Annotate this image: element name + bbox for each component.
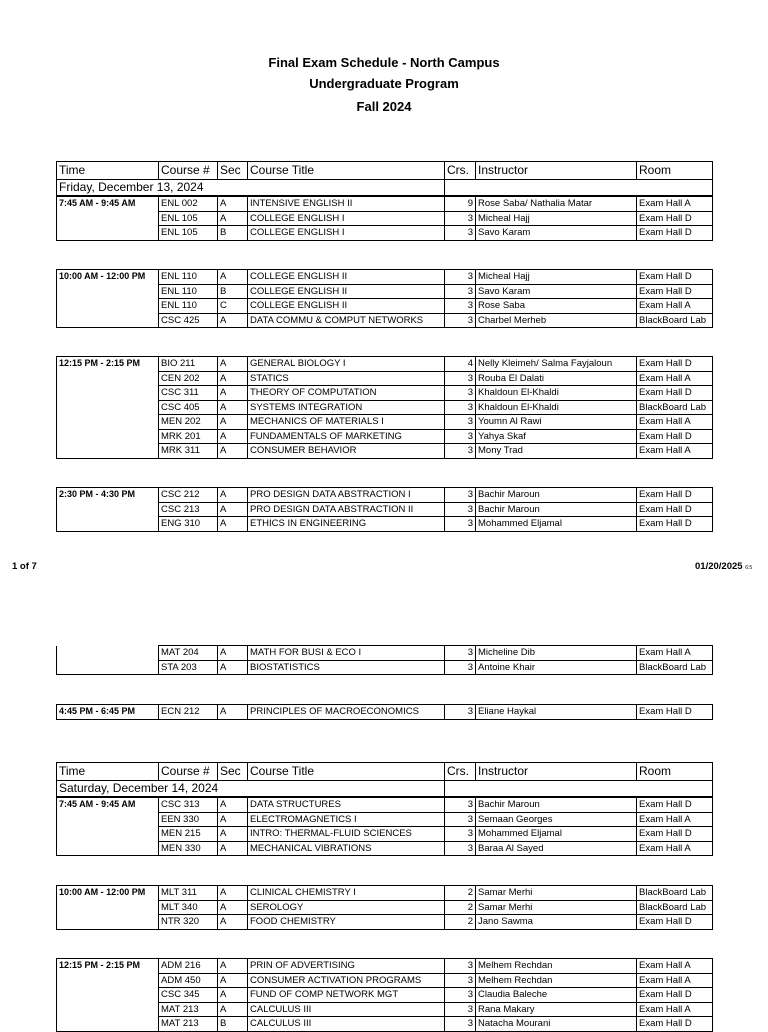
cell-title: COLLEGE ENGLISH II: [248, 299, 445, 314]
table-row: [57, 517, 713, 532]
cell-room: Exam Hall D: [637, 705, 713, 720]
cell-room: Exam Hall A: [637, 812, 713, 827]
header-table-friday: [56, 161, 713, 196]
time-slot: 7:45 AM - 9:45 AM: [57, 197, 159, 212]
exam-block: [56, 356, 713, 459]
cell-course: ENG 310: [159, 517, 218, 532]
cell-room: BlackBoard Lab: [637, 400, 713, 415]
cell-sec: A: [218, 517, 248, 532]
table-row: [57, 812, 713, 827]
table-row: [57, 646, 713, 661]
cell-title: COLLEGE ENGLISH I: [248, 211, 445, 226]
cell-room: Exam Hall D: [637, 517, 713, 532]
cell-instructor: Mony Trad: [476, 444, 637, 459]
table-row: [57, 1002, 713, 1017]
cell-title: FUNDAMENTALS OF MARKETING: [248, 429, 445, 444]
cell-sec: A: [218, 827, 248, 842]
exam-block: [56, 645, 713, 675]
cell-title: ELECTROMAGNETICS I: [248, 812, 445, 827]
cell-sec: A: [218, 415, 248, 430]
time-slot: [57, 841, 159, 856]
cell-title: CALCULUS III: [248, 1002, 445, 1017]
cell-title: GENERAL BIOLOGY I: [248, 357, 445, 372]
cell-title: CONSUMER BEHAVIOR: [248, 444, 445, 459]
cell-course: ENL 110: [159, 299, 218, 314]
table-row: [57, 886, 713, 901]
cell-sec: A: [218, 502, 248, 517]
cell-instructor: Khaldoun El-Khaldi: [476, 400, 637, 415]
time-slot: [57, 988, 159, 1003]
time-slot: [57, 299, 159, 314]
cell-title: INTENSIVE ENGLISH II: [248, 197, 445, 212]
cell-course: ENL 105: [159, 226, 218, 241]
cell-crs: 3: [445, 284, 476, 299]
table-row: [57, 386, 713, 401]
print-date: 01/20/2025 6:5: [695, 561, 753, 572]
cell-instructor: Rouba El Dalati: [476, 371, 637, 386]
cell-crs: 3: [445, 400, 476, 415]
cell-instructor: Rose Saba: [476, 299, 637, 314]
time-slot: [57, 646, 159, 661]
cell-instructor: Baraa Al Sayed: [476, 841, 637, 856]
cell-crs: 3: [445, 1002, 476, 1017]
cell-room: BlackBoard Lab: [637, 886, 713, 901]
cell-course: MEN 330: [159, 841, 218, 856]
cell-sec: A: [218, 812, 248, 827]
cell-instructor: Youmn Al Rawi: [476, 415, 637, 430]
time-slot: [57, 429, 159, 444]
table-row: [57, 841, 713, 856]
cell-room: Exam Hall D: [637, 270, 713, 285]
cell-title: PRIN OF ADVERTISING: [248, 959, 445, 974]
col-instructor: Instructor: [476, 162, 637, 180]
cell-instructor: Micheal Hajj: [476, 211, 637, 226]
cell-crs: 3: [445, 959, 476, 974]
time-slot: [57, 284, 159, 299]
cell-crs: 3: [445, 211, 476, 226]
cell-sec: A: [218, 660, 248, 675]
table-row: [57, 660, 713, 675]
time-slot: [57, 371, 159, 386]
exam-block: [56, 704, 713, 720]
cell-crs: 3: [445, 429, 476, 444]
cell-sec: A: [218, 886, 248, 901]
cell-crs: 2: [445, 900, 476, 915]
cell-title: STATICS: [248, 371, 445, 386]
cell-room: Exam Hall A: [637, 1002, 713, 1017]
table-row: [57, 488, 713, 503]
cell-crs: 3: [445, 705, 476, 720]
time-slot: [57, 812, 159, 827]
cell-sec: A: [218, 270, 248, 285]
cell-instructor: Jano Sawma: [476, 915, 637, 930]
cell-room: Exam Hall D: [637, 429, 713, 444]
cell-course: CSC 405: [159, 400, 218, 415]
table-row: [57, 429, 713, 444]
col-course: Course #: [159, 763, 218, 781]
cell-instructor: Mohammed Eljamal: [476, 827, 637, 842]
cell-crs: 3: [445, 488, 476, 503]
cell-crs: 3: [445, 270, 476, 285]
cell-instructor: Bachir Maroun: [476, 798, 637, 813]
cell-room: Exam Hall A: [637, 415, 713, 430]
exam-block: [56, 269, 713, 328]
exam-block: [56, 885, 713, 930]
cell-sec: B: [218, 284, 248, 299]
table-row: [57, 197, 713, 212]
cell-sec: A: [218, 1002, 248, 1017]
cell-room: BlackBoard Lab: [637, 660, 713, 675]
col-sec: Sec: [218, 162, 248, 180]
cell-room: Exam Hall A: [637, 973, 713, 988]
cell-sec: B: [218, 1017, 248, 1032]
cell-crs: 3: [445, 415, 476, 430]
table-row: [57, 988, 713, 1003]
col-time: Time: [57, 763, 159, 781]
cell-room: BlackBoard Lab: [637, 313, 713, 328]
table-row: [57, 502, 713, 517]
cell-instructor: Melhem Rechdan: [476, 959, 637, 974]
cell-instructor: Khaldoun El-Khaldi: [476, 386, 637, 401]
cell-room: Exam Hall D: [637, 488, 713, 503]
cell-room: Exam Hall D: [637, 988, 713, 1003]
table-row: [57, 226, 713, 241]
cell-instructor: Rana Makary: [476, 1002, 637, 1017]
table-row: [57, 798, 713, 813]
cell-title: THEORY OF COMPUTATION: [248, 386, 445, 401]
table-row: [57, 705, 713, 720]
cell-room: Exam Hall D: [637, 915, 713, 930]
time-slot: 2:30 PM - 4:30 PM: [57, 488, 159, 503]
cell-course: ADM 216: [159, 959, 218, 974]
cell-title: MECHANICS OF MATERIALS I: [248, 415, 445, 430]
cell-room: Exam Hall D: [637, 827, 713, 842]
cell-course: CSC 345: [159, 988, 218, 1003]
cell-crs: 3: [445, 444, 476, 459]
col-title: Course Title: [248, 162, 445, 180]
cell-instructor: Eliane Haykal: [476, 705, 637, 720]
table-row: [57, 357, 713, 372]
col-room: Room: [637, 162, 713, 180]
cell-crs: 3: [445, 502, 476, 517]
cell-title: SEROLOGY: [248, 900, 445, 915]
table-row: [57, 211, 713, 226]
cell-instructor: Bachir Maroun: [476, 488, 637, 503]
cell-sec: A: [218, 705, 248, 720]
time-slot: [57, 226, 159, 241]
table-row: [57, 827, 713, 842]
time-slot: 12:15 PM - 2:15 PM: [57, 357, 159, 372]
cell-instructor: Micheline Dib: [476, 646, 637, 661]
cell-sec: A: [218, 988, 248, 1003]
time-slot: [57, 1002, 159, 1017]
cell-sec: A: [218, 646, 248, 661]
cell-crs: 3: [445, 226, 476, 241]
page-term: Fall 2024: [356, 99, 412, 114]
cell-crs: 3: [445, 827, 476, 842]
cell-room: Exam Hall A: [637, 444, 713, 459]
cell-title: PRO DESIGN DATA ABSTRACTION II: [248, 502, 445, 517]
cell-course: MRK 311: [159, 444, 218, 459]
exam-block: [56, 196, 713, 241]
cell-sec: A: [218, 211, 248, 226]
cell-crs: 3: [445, 812, 476, 827]
cell-instructor: Savo Karam: [476, 284, 637, 299]
page-number: 1 of 7: [12, 561, 37, 572]
time-slot: [57, 827, 159, 842]
table-row: [57, 299, 713, 314]
cell-crs: 3: [445, 988, 476, 1003]
table-row: [57, 400, 713, 415]
cell-sec: A: [218, 400, 248, 415]
cell-title: DATA COMMU & COMPUT NETWORKS: [248, 313, 445, 328]
time-slot: [57, 415, 159, 430]
cell-room: Exam Hall D: [637, 386, 713, 401]
day-label: Saturday, December 14, 2024: [57, 781, 445, 797]
cell-title: COLLEGE ENGLISH II: [248, 270, 445, 285]
time-slot: [57, 386, 159, 401]
cell-title: COLLEGE ENGLISH I: [248, 226, 445, 241]
cell-title: DATA STRUCTURES: [248, 798, 445, 813]
cell-instructor: Bachir Maroun: [476, 502, 637, 517]
cell-course: MRK 201: [159, 429, 218, 444]
cell-room: Exam Hall D: [637, 1017, 713, 1032]
time-slot: 10:00 AM - 12:00 PM: [57, 886, 159, 901]
col-time: Time: [57, 162, 159, 180]
table-row: [57, 915, 713, 930]
cell-course: ECN 212: [159, 705, 218, 720]
cell-course: CSC 213: [159, 502, 218, 517]
cell-crs: 2: [445, 915, 476, 930]
exam-block: [56, 958, 713, 1032]
time-slot: [57, 973, 159, 988]
cell-title: SYSTEMS INTEGRATION: [248, 400, 445, 415]
day-label: Friday, December 13, 2024: [57, 180, 445, 196]
col-course: Course #: [159, 162, 218, 180]
cell-title: MECHANICAL VIBRATIONS: [248, 841, 445, 856]
cell-course: MEN 202: [159, 415, 218, 430]
cell-room: Exam Hall D: [637, 798, 713, 813]
cell-room: Exam Hall D: [637, 226, 713, 241]
time-slot: [57, 660, 159, 675]
page-title: Final Exam Schedule - North Campus: [268, 55, 500, 70]
time-slot: [57, 517, 159, 532]
cell-title: CLINICAL CHEMISTRY I: [248, 886, 445, 901]
cell-sec: A: [218, 841, 248, 856]
cell-crs: 4: [445, 357, 476, 372]
cell-crs: 3: [445, 1017, 476, 1032]
time-slot: [57, 444, 159, 459]
cell-crs: 9: [445, 197, 476, 212]
cell-instructor: Natacha Mourani: [476, 1017, 637, 1032]
cell-room: Exam Hall A: [637, 959, 713, 974]
cell-sec: A: [218, 798, 248, 813]
cell-crs: 3: [445, 299, 476, 314]
time-slot: 10:00 AM - 12:00 PM: [57, 270, 159, 285]
cell-instructor: Micheal Hajj: [476, 270, 637, 285]
cell-title: BIOSTATISTICS: [248, 660, 445, 675]
cell-crs: 3: [445, 973, 476, 988]
cell-crs: 3: [445, 386, 476, 401]
cell-room: Exam Hall D: [637, 502, 713, 517]
cell-instructor: Melhem Rechdan: [476, 973, 637, 988]
cell-sec: A: [218, 429, 248, 444]
col-crs: Crs.: [445, 763, 476, 781]
cell-room: Exam Hall A: [637, 197, 713, 212]
cell-room: BlackBoard Lab: [637, 900, 713, 915]
cell-course: MAT 213: [159, 1017, 218, 1032]
cell-sec: A: [218, 313, 248, 328]
col-instructor: Instructor: [476, 763, 637, 781]
cell-sec: C: [218, 299, 248, 314]
cell-course: CEN 202: [159, 371, 218, 386]
cell-course: MEN 215: [159, 827, 218, 842]
cell-crs: 3: [445, 660, 476, 675]
cell-title: FUND OF COMP NETWORK MGT: [248, 988, 445, 1003]
cell-sec: A: [218, 900, 248, 915]
table-row: [57, 284, 713, 299]
time-slot: [57, 502, 159, 517]
cell-title: INTRO: THERMAL-FLUID SCIENCES: [248, 827, 445, 842]
cell-course: STA 203: [159, 660, 218, 675]
cell-title: PRO DESIGN DATA ABSTRACTION I: [248, 488, 445, 503]
exam-block: [56, 797, 713, 856]
cell-title: PRINCIPLES OF MACROECONOMICS: [248, 705, 445, 720]
cell-title: CONSUMER ACTIVATION PROGRAMS: [248, 973, 445, 988]
cell-course: ENL 110: [159, 270, 218, 285]
exam-block: [56, 487, 713, 532]
cell-course: ENL 002: [159, 197, 218, 212]
cell-room: Exam Hall D: [637, 284, 713, 299]
cell-title: CALCULUS III: [248, 1017, 445, 1032]
cell-sec: A: [218, 371, 248, 386]
cell-title: FOOD CHEMISTRY: [248, 915, 445, 930]
cell-instructor: Rose Saba/ Nathalia Matar: [476, 197, 637, 212]
cell-sec: A: [218, 444, 248, 459]
table-row: [57, 959, 713, 974]
cell-course: EEN 330: [159, 812, 218, 827]
header-table-saturday: [56, 762, 713, 797]
table-row: [57, 270, 713, 285]
cell-sec: A: [218, 386, 248, 401]
cell-instructor: Antoine Khair: [476, 660, 637, 675]
cell-room: Exam Hall A: [637, 841, 713, 856]
cell-course: NTR 320: [159, 915, 218, 930]
time-slot: 12:15 PM - 2:15 PM: [57, 959, 159, 974]
col-room: Room: [637, 763, 713, 781]
cell-course: MLT 340: [159, 900, 218, 915]
cell-instructor: Mohammed Eljamal: [476, 517, 637, 532]
time-slot: [57, 313, 159, 328]
cell-crs: 3: [445, 313, 476, 328]
cell-title: MATH FOR BUSI & ECO I: [248, 646, 445, 661]
time-slot: 4:45 PM - 6:45 PM: [57, 705, 159, 720]
cell-instructor: Claudia Baleche: [476, 988, 637, 1003]
cell-crs: 3: [445, 646, 476, 661]
cell-instructor: Samar Merhi: [476, 886, 637, 901]
table-row: [57, 444, 713, 459]
cell-room: Exam Hall D: [637, 211, 713, 226]
time-slot: [57, 915, 159, 930]
cell-instructor: Savo Karam: [476, 226, 637, 241]
cell-sec: A: [218, 973, 248, 988]
cell-course: ENL 110: [159, 284, 218, 299]
table-row: [57, 900, 713, 915]
cell-sec: A: [218, 959, 248, 974]
cell-course: MAT 213: [159, 1002, 218, 1017]
cell-title: COLLEGE ENGLISH II: [248, 284, 445, 299]
cell-room: Exam Hall A: [637, 299, 713, 314]
cell-sec: A: [218, 197, 248, 212]
cell-title: ETHICS IN ENGINEERING: [248, 517, 445, 532]
cell-sec: B: [218, 226, 248, 241]
cell-crs: 2: [445, 886, 476, 901]
cell-instructor: Charbel Merheb: [476, 313, 637, 328]
col-crs: Crs.: [445, 162, 476, 180]
cell-sec: A: [218, 357, 248, 372]
cell-room: Exam Hall A: [637, 371, 713, 386]
cell-instructor: Semaan Georges: [476, 812, 637, 827]
col-sec: Sec: [218, 763, 248, 781]
cell-course: ADM 450: [159, 973, 218, 988]
cell-course: MLT 311: [159, 886, 218, 901]
cell-sec: A: [218, 488, 248, 503]
cell-sec: A: [218, 915, 248, 930]
cell-course: BIO 211: [159, 357, 218, 372]
cell-crs: 3: [445, 517, 476, 532]
time-slot: 7:45 AM - 9:45 AM: [57, 798, 159, 813]
time-slot: [57, 211, 159, 226]
cell-room: Exam Hall A: [637, 646, 713, 661]
table-row: [57, 973, 713, 988]
cell-course: ENL 105: [159, 211, 218, 226]
cell-crs: 3: [445, 798, 476, 813]
cell-course: MAT 204: [159, 646, 218, 661]
cell-course: CSC 425: [159, 313, 218, 328]
table-row: [57, 313, 713, 328]
table-row: [57, 371, 713, 386]
cell-crs: 3: [445, 841, 476, 856]
cell-instructor: Samar Merhi: [476, 900, 637, 915]
cell-room: Exam Hall D: [637, 357, 713, 372]
table-row: [57, 415, 713, 430]
time-slot: [57, 900, 159, 915]
cell-course: CSC 212: [159, 488, 218, 503]
time-slot: [57, 400, 159, 415]
page-subtitle: Undergraduate Program: [309, 76, 459, 91]
col-title: Course Title: [248, 763, 445, 781]
cell-course: CSC 311: [159, 386, 218, 401]
cell-instructor: Yahya Skaf: [476, 429, 637, 444]
cell-crs: 3: [445, 371, 476, 386]
cell-course: CSC 313: [159, 798, 218, 813]
cell-instructor: Nelly Kleimeh/ Salma Fayjaloun: [476, 357, 637, 372]
